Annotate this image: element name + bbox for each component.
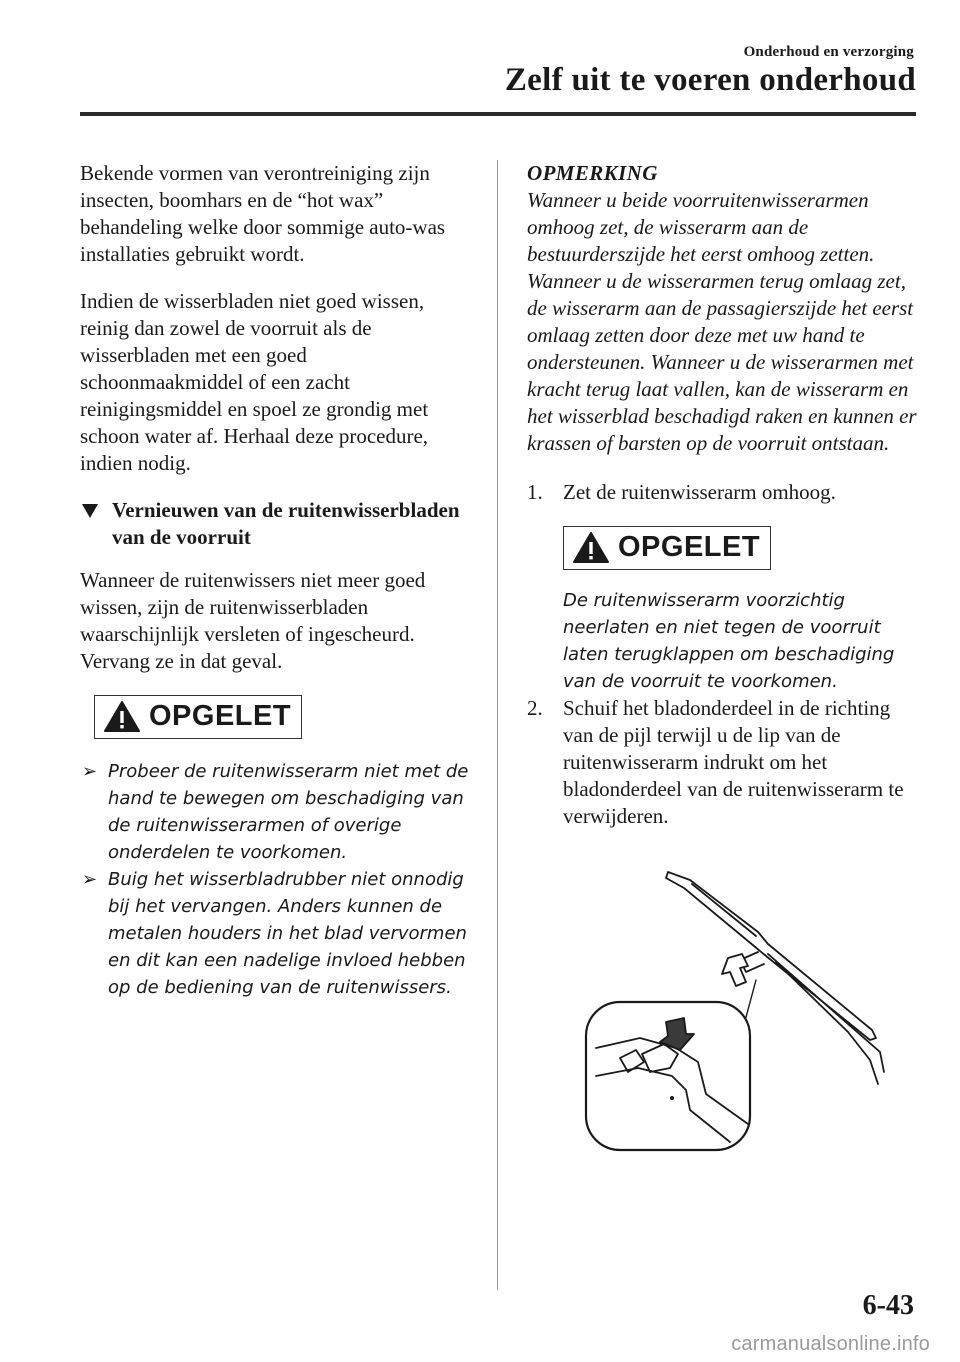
note-heading: OPMERKING xyxy=(527,161,658,185)
paragraph-contamination: Bekende vormen van verontreiniging zijn insecten, boomhars en de “hot wax” behandeling welke door sommige auto-was installaties gebruikt wordt. xyxy=(80,161,446,266)
caution-label: OPGELET xyxy=(618,531,761,563)
step-text: Zet de ruitenwisserarm omhoog. xyxy=(563,480,836,504)
caution-text: De ruitenwisserarm voorzichtig neerlaten en niet tegen de voorruit laten terugklappen om beschadiging van de voorruit te voorkomen. xyxy=(563,590,895,692)
caution-label: OPGELET xyxy=(149,700,292,732)
caution-item xyxy=(80,866,472,1001)
caution-list xyxy=(80,758,472,1001)
caution-box xyxy=(94,695,302,739)
arrow-bullet-icon: ➢ xyxy=(82,761,98,782)
step-number: 2. xyxy=(527,696,543,720)
page-number: 6-43 xyxy=(862,1290,914,1321)
triangle-bullet-icon xyxy=(82,504,98,518)
wiper-blade-illustration xyxy=(580,862,900,1162)
column-divider xyxy=(497,160,498,1290)
watermark: carmanualsonline.info xyxy=(731,1333,930,1355)
caution-box xyxy=(563,526,771,570)
section-name: Onderhoud en verzorging xyxy=(743,44,914,60)
subheading-text: Vernieuwen van de ruitenwisserbladen van de voorruit xyxy=(112,498,460,549)
right-column xyxy=(527,160,922,830)
step-number: 1. xyxy=(527,480,543,504)
left-column xyxy=(80,160,472,1001)
step-2 xyxy=(527,695,922,830)
caution-box-wrapper xyxy=(94,695,472,740)
caution-item xyxy=(80,758,472,866)
caution-item-text: Buig het wisserbladrubber niet onnodig bij het vervangen. Anders kunnen de metalen houders in het blad vervormen en dit kan een nadelige invloed hebben op de bediening van de ruitenwissers. xyxy=(108,869,467,998)
paragraph-worn-blades: Wanneer de ruitenwissers niet meer goed wissen, zijn de ruitenwisserbladen waarschijnlijk versleten of ingescheurd. Vervang ze in dat geval. xyxy=(80,568,426,673)
page-title: Zelf uit te voeren onderhoud xyxy=(504,62,916,98)
step-1 xyxy=(527,479,922,506)
subheading-replace-blades xyxy=(80,497,472,551)
warning-triangle-icon xyxy=(572,531,610,564)
note-text: Wanneer u beide voorruitenwisserarmen omhoog zet, de wisserarm aan de bestuurderszijde het eerst omhoog zetten. Wanneer u de wisserarmen terug omlaag zet, de wisserarm aan de passagierszijde het eerst omlaag zetten door deze met uw hand te ondersteunen. Wanneer u de wisserarmen met kracht terug laat vallen, kan de wisserarm en het wisserblad beschadigd raken en kunnen er krassen of barsten op de voorruit ontstaan. xyxy=(527,188,917,455)
caution-box-wrapper xyxy=(563,526,922,571)
caution-item-text: Probeer de ruitenwisserarm niet met de hand te bewegen om beschadiging van de ruitenwisserarmen of overige onderdelen te voorkomen. xyxy=(108,761,469,863)
header-rule xyxy=(80,112,916,116)
paragraph-cleaning: Indien de wisserbladen niet goed wissen, reinig dan zowel de voorruit als de wisserbladen met een goed schoonmaakmiddel of een zacht reinigingsmiddel en spoel ze grondig met schoon water af. Herhaal deze procedure, indien nodig. xyxy=(80,289,429,475)
warning-triangle-icon xyxy=(103,700,141,733)
step-text: Schuif het bladonderdeel in de richting van de pijl terwijl u de lip van de ruitenwisserarm indrukt om het bladonderdeel van de ruitenwisserarm te verwijderen. xyxy=(563,696,904,828)
arrow-bullet-icon: ➢ xyxy=(82,869,98,890)
